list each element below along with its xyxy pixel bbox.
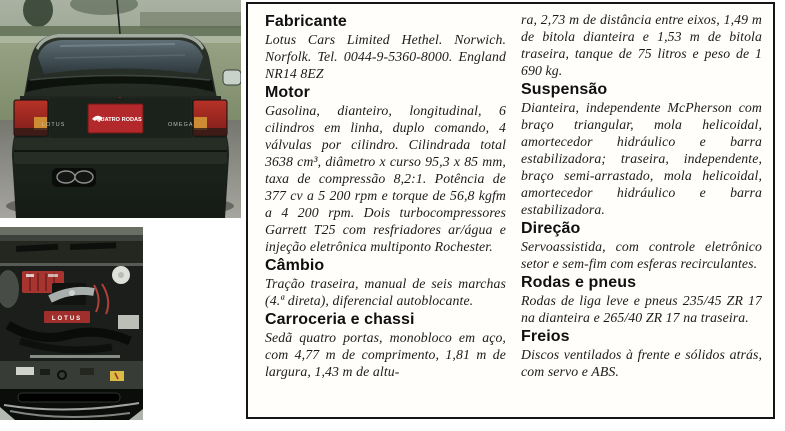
taillight-right [193,100,227,136]
section-heading-fabricante: Fabricante [265,13,347,30]
lotus-plaque [44,311,90,323]
side-mirror [223,70,241,85]
grille-slot [18,393,120,402]
section-body-suspensao: Dianteira, independente McPherson com braço triangular, mola helicoidal, amortecedor hidráulico e barra estabilizadora; traseira, independente, braço semi-arrastado, mola helicoidal, amortecedor hidráulico e barra estabilizadora. [521,100,762,217]
section-body-direcao: Servoassistida, com controle eletrônico setor e sem-fim com esferas recirculantes. [521,239,762,271]
rear-view-photo [0,0,241,218]
section-heading-motor: Motor [265,84,310,101]
rear-view-illustration [0,0,241,218]
engine-bay-illustration [0,227,143,420]
section-body-motor: Gasolina, dianteiro, longitudinal, 6 cilindros em linha, duplo comando, 4 válvulas por cilindro. Cilindrada total 3638 cm³, diâmetro x curso 95,3 x 85 mm, taxa de compressão 8,2:1. Potência de 377 cv a 5 200 rpm e torque de 56,8 kgfm a 4 200 rpm. Dois turbocompressores Garrett T25 com resfriadores ar/água e injeção eletrônica multiponto Rochester. [265,103,506,254]
section-body-carroceria-continued: ra, 2,73 m de distância entre eixos, 1,49 m de bitola dianteira e 1,53 m de bitola traseira, tanque de 75 litros e peso de 1 690 kg. [521,12,762,78]
section-body-fabricante: Lotus Cars Limited Hethel. Norwich. Norfolk. Tel. 0044-9-5360-8000. England NR14 8EZ [265,32,506,81]
section-heading-suspensao: Suspensão [521,81,608,98]
section-body-rodas: Rodas de liga leve e pneus 235/45 ZR 17 na dianteira e 265/40 ZR 17 na traseira. [521,293,762,325]
section-heading-direcao: Direção [521,220,581,237]
taillight-left [14,100,48,136]
front-bumper [0,389,143,420]
license-plate-text: QUATRO RODAS [96,117,142,123]
section-body-freios: Discos ventilados à frente e sólidos atrás, com servo e ABS. [521,347,762,379]
spec-column-left [265,11,506,413]
spec-sheet [246,2,775,419]
section-heading-freios: Freios [521,328,570,345]
license-plate [88,104,143,133]
exhaust-pipes [52,168,96,187]
engine-bay-photo [0,227,143,420]
spec-column-right [521,11,762,413]
section-heading-cambio: Câmbio [265,257,325,274]
section-heading-carroceria: Carroceria e chassi [265,311,415,328]
lotus-plaque-text: LOTUS [51,316,83,322]
lotus-badge: LOTUS [42,122,66,128]
section-body-cambio: Tração traseira, manual de seis marchas (4.ª direta), diferencial autoblocante. [265,276,506,308]
section-body-carroceria: Sedã quatro portas, monobloco em aço, com 4,77 m de comprimento, 1,81 m de largura, 1,43 m de altu- [265,330,506,379]
section-heading-rodas: Rodas e pneus [521,274,637,291]
omega-badge: OMEGA [168,122,194,128]
radiator-support [0,361,143,389]
